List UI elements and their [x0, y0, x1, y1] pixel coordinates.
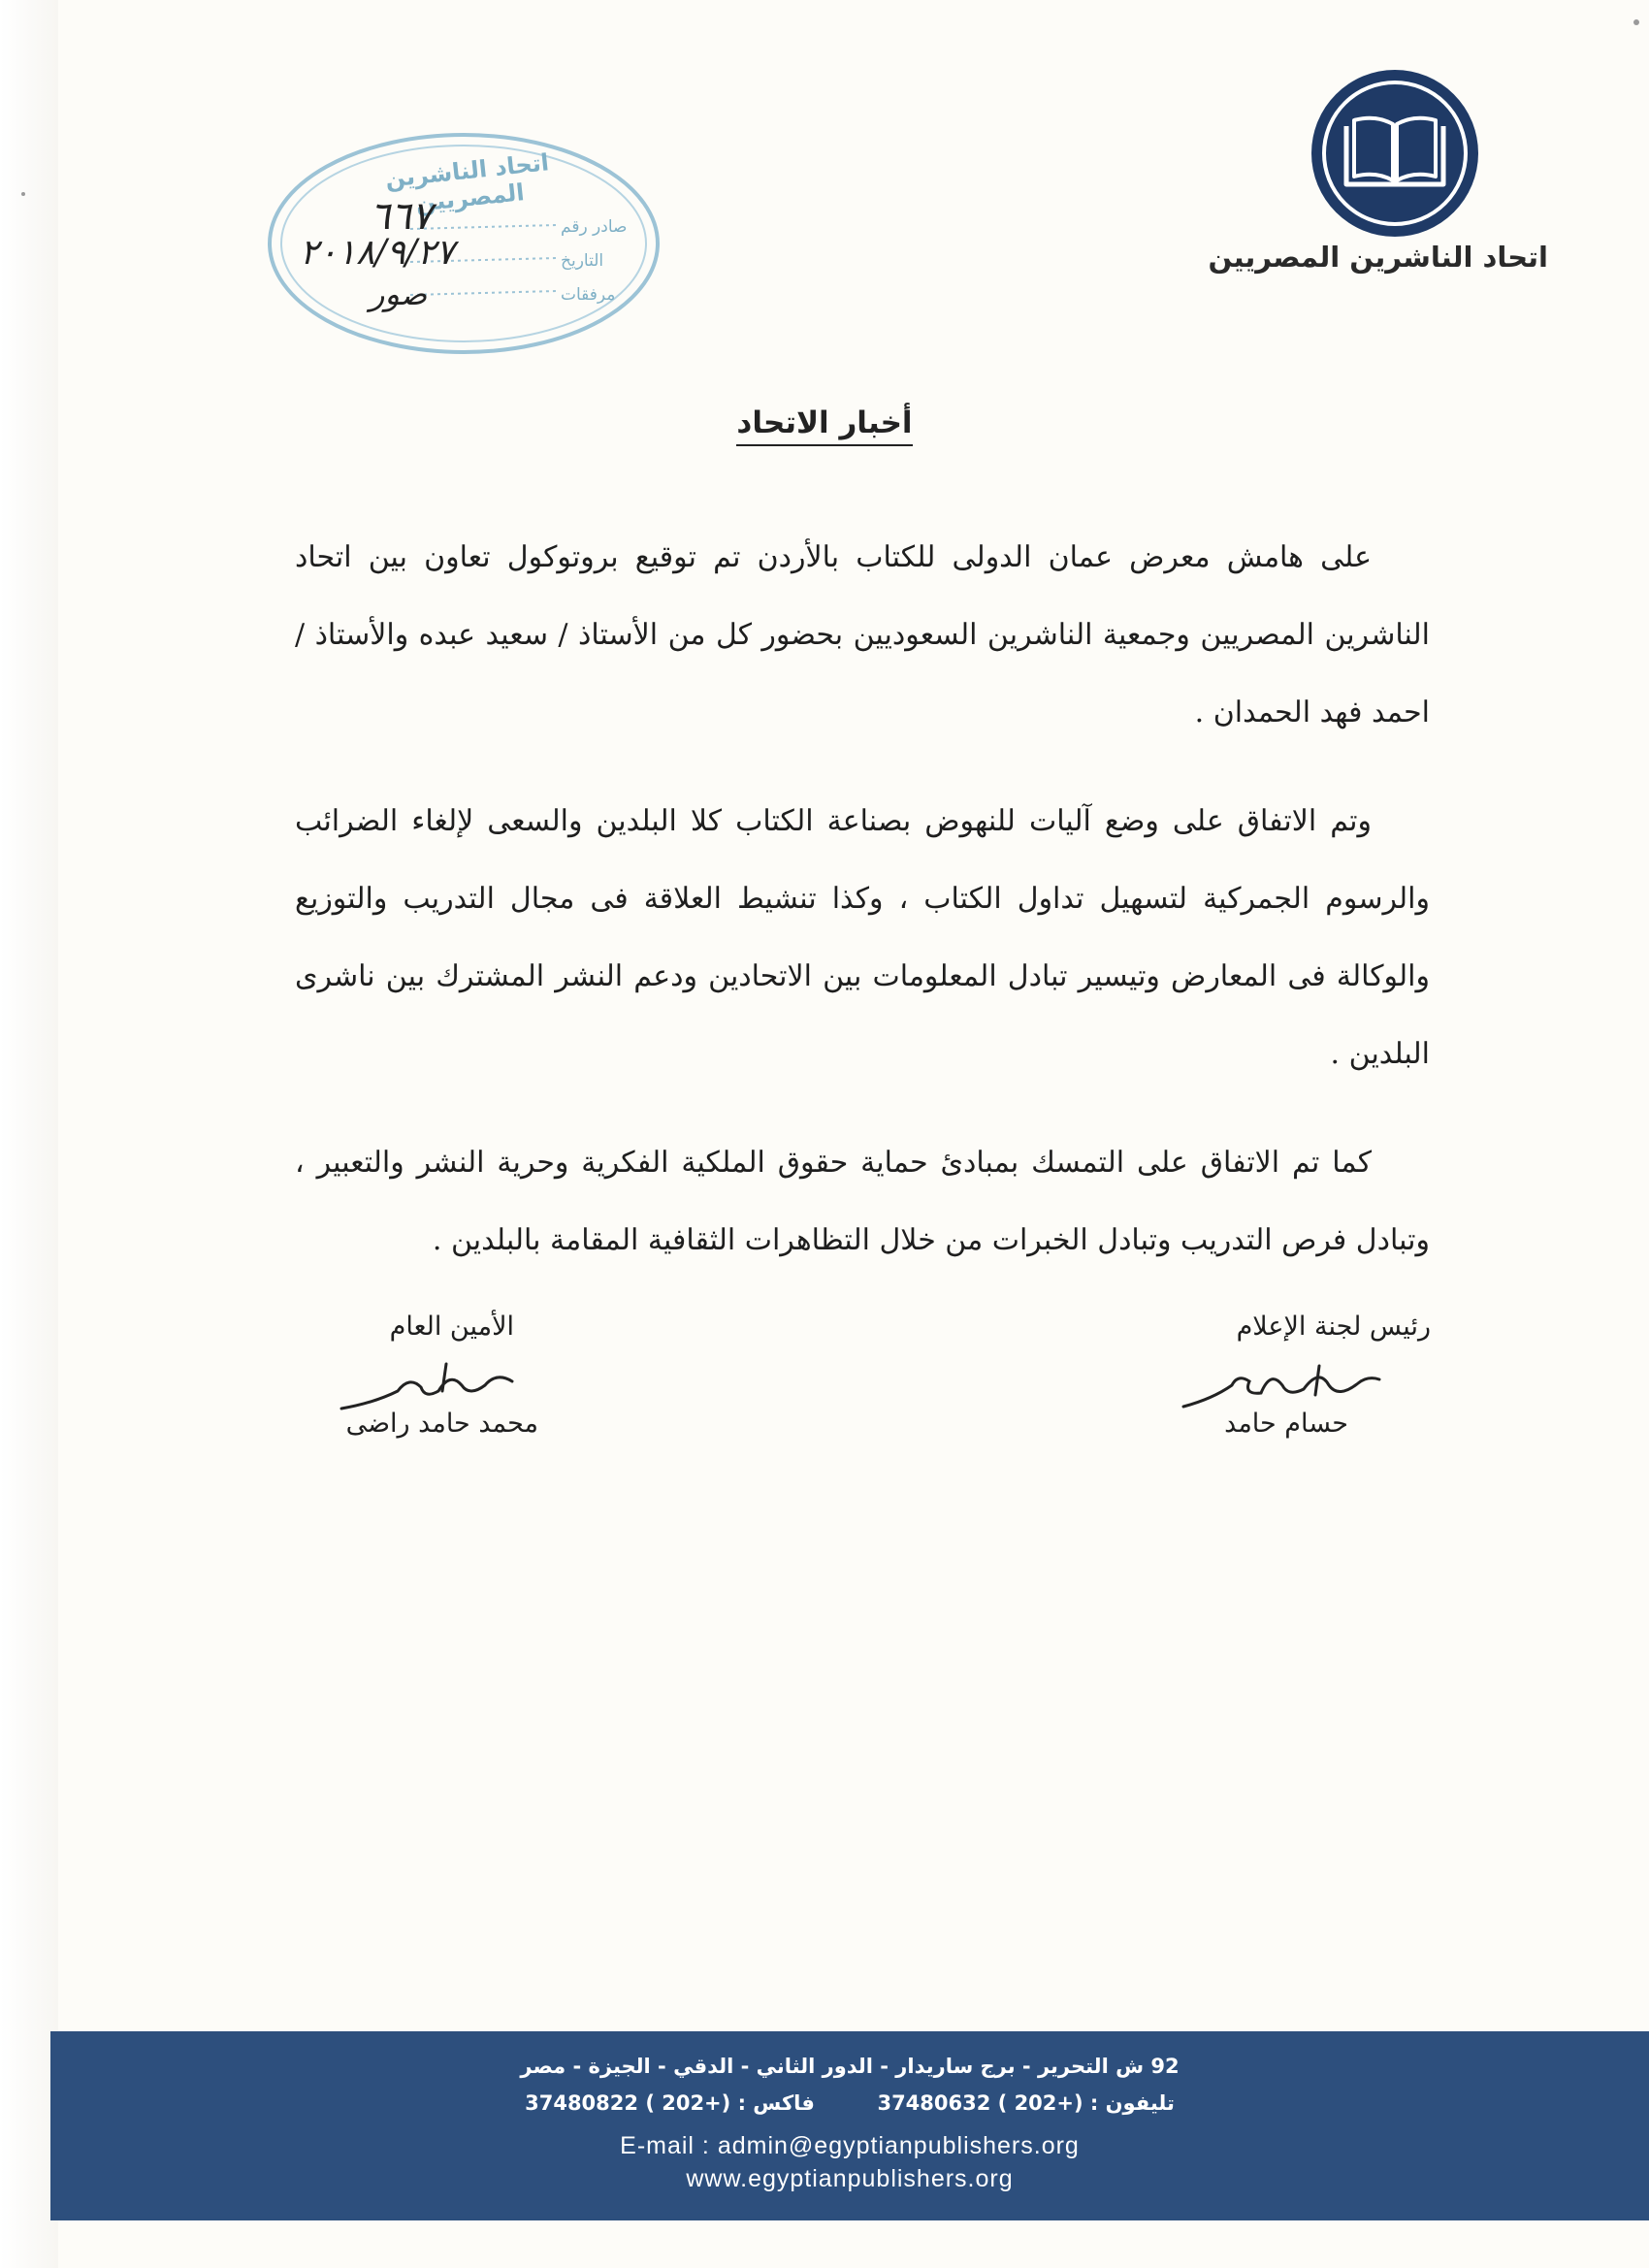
- signature-left-title: الأمين العام: [389, 1312, 514, 1342]
- footer-phone: 37480632 ( 202+): [877, 2091, 1083, 2115]
- organization-logo: [1308, 66, 1482, 241]
- footer-address: 92 ش التحرير - برج ساريدار - الدور الثاني - الدقي - الجيزة - مصر: [520, 2055, 1180, 2078]
- letter-body: [295, 519, 1430, 1311]
- footer-website: www.egyptianpublishers.org: [686, 2165, 1014, 2192]
- page-title: [0, 405, 1649, 440]
- stamp-label-date: التاريخ: [561, 251, 604, 271]
- body-paragraph: على هامش معرض عمان الدولى للكتاب بالأردن تم توقيع بروتوكول تعاون بين اتحاد الناشرين المصريين وجمعية الناشرين السعوديين بحضور كل من الأستاذ / سعيد عبده والأستاذ / احمد فهد الحمدان .: [295, 540, 1430, 729]
- footer-band: [50, 2031, 1649, 2220]
- stamp-attachments: صور: [370, 275, 428, 312]
- signature-left-name: محمد حامد راضى: [345, 1409, 538, 1439]
- open-book-emblem-icon: [1308, 66, 1482, 241]
- body-paragraph: كما تم الاتفاق على التمسك بمبادئ حماية حقوق الملكية الفكرية وحرية النشر والتعبير ، وتبادل فرص التدريب وتبادل الخبرات من خلال التظاهرات الثقافية المقامة بالبلدين .: [295, 1146, 1430, 1257]
- scan-speck: [21, 192, 25, 196]
- stamp-number: ٦٦٧: [370, 194, 433, 239]
- stamp-date: ٢٠١٨/٩/٢٧: [300, 233, 455, 273]
- organization-name: اتحاد الناشرين المصريين: [1208, 241, 1548, 274]
- footer-fax-label: فاكس :: [737, 2091, 815, 2115]
- footer-phone-label: تليفون :: [1089, 2091, 1175, 2115]
- stamp-label-number: صادر رقم: [561, 217, 628, 237]
- footer-contact: [50, 2091, 1649, 2115]
- stamp-org-name: اتحاد الناشرين المصريين: [383, 148, 551, 217]
- signature-right-name: حسام حامد: [1224, 1409, 1348, 1439]
- footer-fax: 37480822 ( 202+): [525, 2091, 731, 2115]
- footer-email: E-mail : admin@egyptianpublishers.org: [620, 2132, 1080, 2159]
- body-paragraph: وتم الاتفاق على وضع آليات للنهوض بصناعة الكتاب كلا البلدين والسعى لإلغاء الضرائب والرسوم الجمركية لتسهيل تداول الكتاب ، وكذا تنشيط العلاقة فى مجال التدريب والتوزيع والوكالة فى المعارض وتيسير تبادل المعلومات بين الاتحادين ودعم النشر المشترك بين ناشرى البلدين .: [295, 804, 1430, 1071]
- page-title-text: أخبار الاتحاد: [736, 405, 912, 446]
- stamp-label-attachments: مرفقات: [561, 285, 616, 305]
- scan-edge: [0, 0, 58, 2268]
- received-stamp: [265, 128, 663, 359]
- scan-speck: [1633, 19, 1639, 25]
- signature-right-title: رئيس لجنة الإعلام: [1236, 1312, 1431, 1342]
